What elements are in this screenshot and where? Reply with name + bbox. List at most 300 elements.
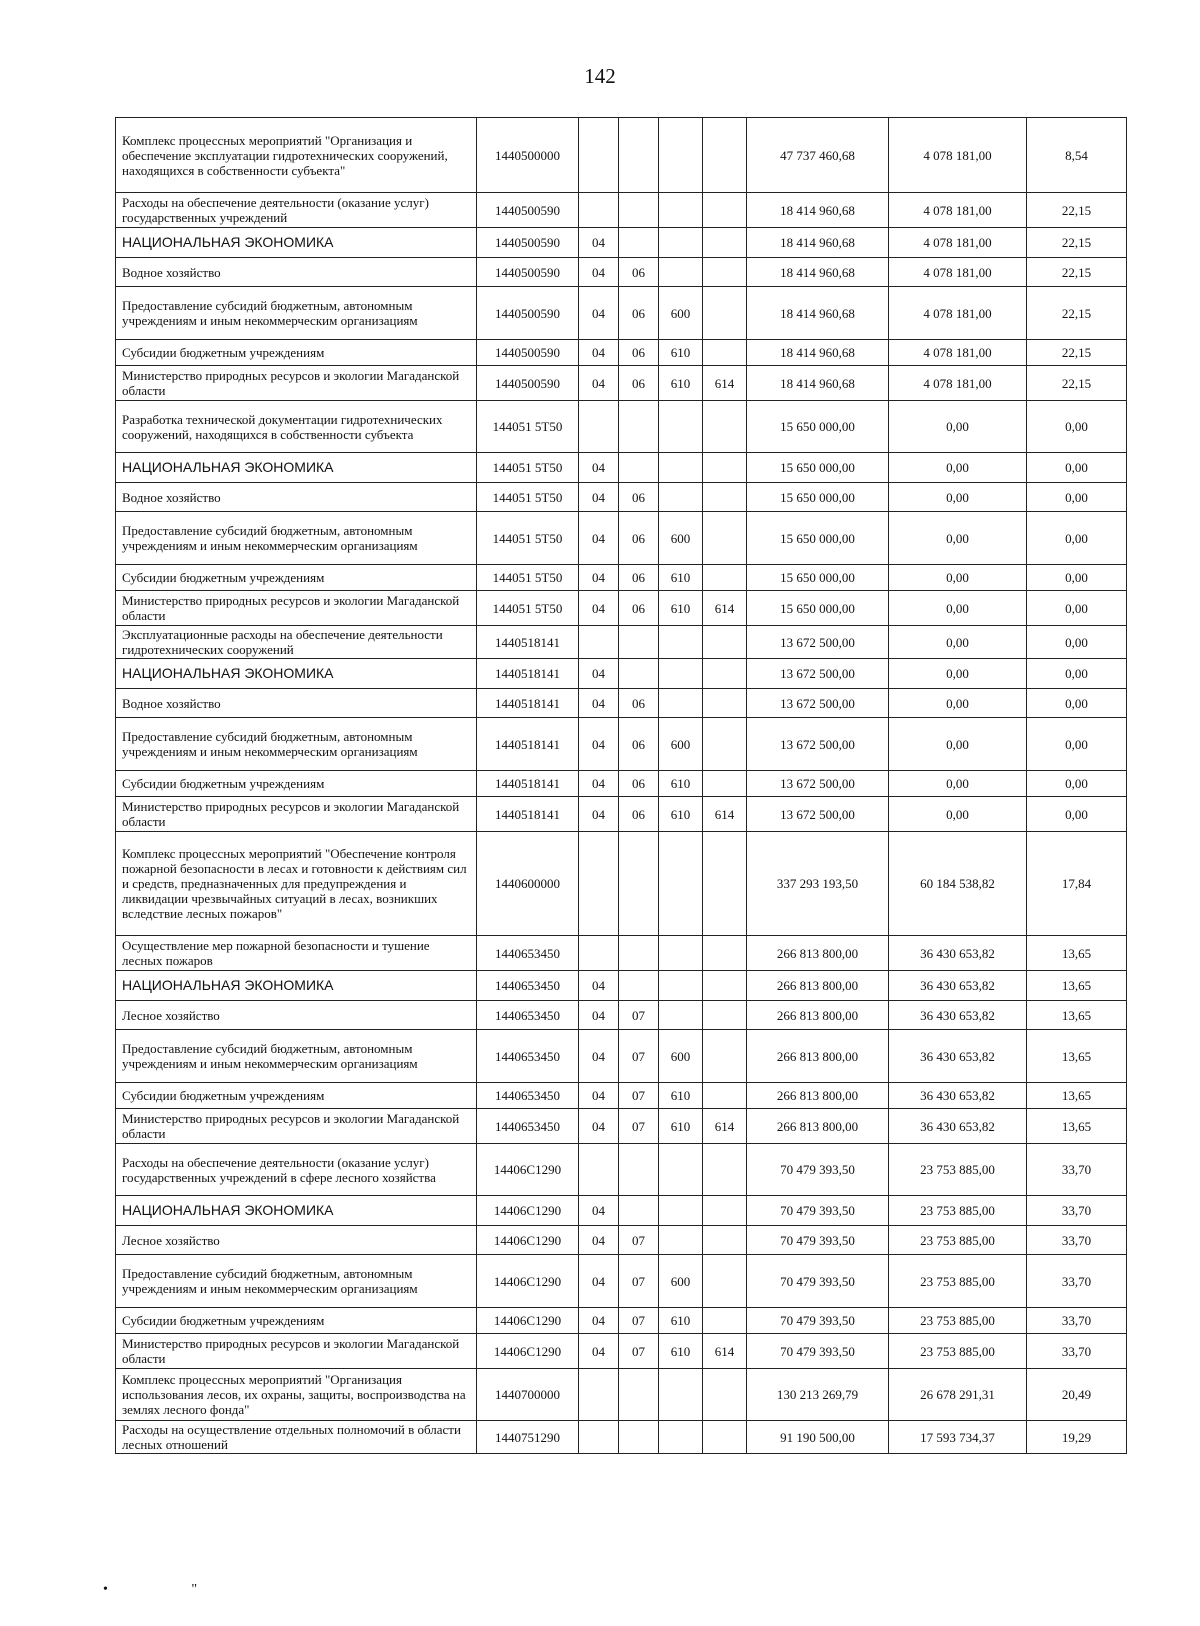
subsection-code — [619, 1421, 659, 1454]
section-code: 04 — [579, 1030, 619, 1083]
row-name: Предоставление субсидий бюджетным, автономным учреждениям и иным некоммерческим организациям — [116, 1255, 477, 1308]
subsection-code — [619, 1196, 659, 1226]
administrator-code — [703, 193, 747, 228]
target-article-code: 1440500590 — [477, 228, 579, 258]
execution-percent: 13,65 — [1027, 1083, 1127, 1109]
section-code: 04 — [579, 1001, 619, 1030]
row-name: Министерство природных ресурсов и экологии Магаданской области — [116, 1109, 477, 1144]
target-article-code: 1440751290 — [477, 1421, 579, 1454]
administrator-code — [703, 1369, 747, 1421]
expense-type-code — [659, 1144, 703, 1196]
table-row — [116, 626, 1127, 659]
table-row — [116, 936, 1127, 971]
administrator-code — [703, 659, 747, 689]
section-code: 04 — [579, 340, 619, 366]
subsection-code — [619, 626, 659, 659]
subsection-code: 06 — [619, 483, 659, 512]
planned-amount: 266 813 800,00 — [747, 1030, 889, 1083]
target-article-code: 14406С1290 — [477, 1334, 579, 1369]
execution-percent: 22,15 — [1027, 366, 1127, 401]
row-name: НАЦИОНАЛЬНАЯ ЭКОНОМИКА — [116, 1196, 477, 1226]
target-article-code: 144051 5Т50 — [477, 483, 579, 512]
target-article-code: 1440518141 — [477, 771, 579, 797]
row-name: НАЦИОНАЛЬНАЯ ЭКОНОМИКА — [116, 453, 477, 483]
expense-type-code: 610 — [659, 1083, 703, 1109]
table-row — [116, 689, 1127, 718]
target-article-code: 144051 5Т50 — [477, 565, 579, 591]
subsection-code: 07 — [619, 1083, 659, 1109]
expense-type-code — [659, 659, 703, 689]
target-article-code: 1440500590 — [477, 366, 579, 401]
expense-type-code: 600 — [659, 287, 703, 340]
row-name: Субсидии бюджетным учреждениям — [116, 1083, 477, 1109]
actual-amount: 23 753 885,00 — [889, 1226, 1027, 1255]
table-row — [116, 483, 1127, 512]
administrator-code — [703, 1421, 747, 1454]
expense-type-code: 610 — [659, 366, 703, 401]
actual-amount: 0,00 — [889, 483, 1027, 512]
actual-amount: 36 430 653,82 — [889, 1109, 1027, 1144]
planned-amount: 337 293 193,50 — [747, 832, 889, 936]
table-body — [116, 118, 1127, 1454]
section-code: 04 — [579, 1308, 619, 1334]
row-name: Министерство природных ресурсов и экологии Магаданской области — [116, 1334, 477, 1369]
row-name: Комплекс процессных мероприятий "Обеспечение контроля пожарной безопасности в лесах и готовности к действиям сил и средств, предназначенных для предупреждения и ликвидации чрезвычайных ситуаций в лесах, возникших вследствие лесных пожаров" — [116, 832, 477, 936]
planned-amount: 13 672 500,00 — [747, 797, 889, 832]
actual-amount: 0,00 — [889, 797, 1027, 832]
expense-type-code — [659, 401, 703, 453]
table-row — [116, 718, 1127, 771]
expense-type-code — [659, 626, 703, 659]
expense-type-code — [659, 832, 703, 936]
actual-amount: 36 430 653,82 — [889, 1030, 1027, 1083]
table-row — [116, 401, 1127, 453]
section-code: 04 — [579, 228, 619, 258]
actual-amount: 0,00 — [889, 689, 1027, 718]
section-code: 04 — [579, 1196, 619, 1226]
administrator-code — [703, 936, 747, 971]
planned-amount: 18 414 960,68 — [747, 340, 889, 366]
actual-amount: 36 430 653,82 — [889, 1083, 1027, 1109]
subsection-code: 07 — [619, 1334, 659, 1369]
subsection-code — [619, 1144, 659, 1196]
section-code: 04 — [579, 718, 619, 771]
execution-percent: 33,70 — [1027, 1196, 1127, 1226]
subsection-code: 06 — [619, 565, 659, 591]
section-code: 04 — [579, 771, 619, 797]
table-row — [116, 1334, 1127, 1369]
row-name: Расходы на осуществление отдельных полномочий в области лесных отношений — [116, 1421, 477, 1454]
section-code: 04 — [579, 366, 619, 401]
expense-type-code: 610 — [659, 1109, 703, 1144]
execution-percent: 0,00 — [1027, 401, 1127, 453]
row-name: Министерство природных ресурсов и экологии Магаданской области — [116, 366, 477, 401]
target-article-code: 14406С1290 — [477, 1255, 579, 1308]
administrator-code — [703, 258, 747, 287]
section-code — [579, 118, 619, 193]
administrator-code — [703, 718, 747, 771]
section-code — [579, 626, 619, 659]
actual-amount: 0,00 — [889, 453, 1027, 483]
section-code: 04 — [579, 1083, 619, 1109]
planned-amount: 70 479 393,50 — [747, 1196, 889, 1226]
target-article-code: 1440653450 — [477, 971, 579, 1001]
table-row — [116, 258, 1127, 287]
subsection-code — [619, 118, 659, 193]
section-code: 04 — [579, 1226, 619, 1255]
administrator-code — [703, 1030, 747, 1083]
target-article-code: 144051 5Т50 — [477, 512, 579, 565]
expense-type-code — [659, 971, 703, 1001]
actual-amount: 4 078 181,00 — [889, 228, 1027, 258]
actual-amount: 4 078 181,00 — [889, 366, 1027, 401]
table-row — [116, 832, 1127, 936]
execution-percent: 0,00 — [1027, 626, 1127, 659]
target-article-code: 1440653450 — [477, 1001, 579, 1030]
section-code: 04 — [579, 1109, 619, 1144]
execution-percent: 33,70 — [1027, 1255, 1127, 1308]
administrator-code — [703, 1196, 747, 1226]
table-row — [116, 771, 1127, 797]
table-row — [116, 193, 1127, 228]
execution-percent: 33,70 — [1027, 1226, 1127, 1255]
row-name: Лесное хозяйство — [116, 1001, 477, 1030]
target-article-code: 1440653450 — [477, 1109, 579, 1144]
target-article-code: 144051 5Т50 — [477, 591, 579, 626]
administrator-code — [703, 118, 747, 193]
administrator-code: 614 — [703, 591, 747, 626]
row-name: Министерство природных ресурсов и экологии Магаданской области — [116, 797, 477, 832]
expense-type-code — [659, 228, 703, 258]
execution-percent: 19,29 — [1027, 1421, 1127, 1454]
target-article-code: 14406С1290 — [477, 1308, 579, 1334]
expense-type-code: 600 — [659, 1030, 703, 1083]
table-row — [116, 340, 1127, 366]
row-name: Субсидии бюджетным учреждениям — [116, 1308, 477, 1334]
target-article-code: 1440700000 — [477, 1369, 579, 1421]
administrator-code — [703, 512, 747, 565]
administrator-code — [703, 771, 747, 797]
planned-amount: 47 737 460,68 — [747, 118, 889, 193]
execution-percent: 0,00 — [1027, 512, 1127, 565]
actual-amount: 23 753 885,00 — [889, 1255, 1027, 1308]
table-row — [116, 797, 1127, 832]
actual-amount: 4 078 181,00 — [889, 258, 1027, 287]
planned-amount: 15 650 000,00 — [747, 453, 889, 483]
target-article-code: 1440518141 — [477, 689, 579, 718]
subsection-code: 07 — [619, 1308, 659, 1334]
subsection-code — [619, 936, 659, 971]
administrator-code — [703, 1083, 747, 1109]
expense-type-code: 600 — [659, 718, 703, 771]
execution-percent: 0,00 — [1027, 659, 1127, 689]
table-row — [116, 1196, 1127, 1226]
section-code — [579, 1421, 619, 1454]
target-article-code: 1440518141 — [477, 659, 579, 689]
administrator-code — [703, 832, 747, 936]
target-article-code: 14406С1290 — [477, 1144, 579, 1196]
table-row — [116, 591, 1127, 626]
section-code — [579, 401, 619, 453]
table-row — [116, 565, 1127, 591]
row-name: Предоставление субсидий бюджетным, автономным учреждениям и иным некоммерческим организациям — [116, 718, 477, 771]
expense-type-code — [659, 936, 703, 971]
administrator-code: 614 — [703, 1334, 747, 1369]
target-article-code: 1440500590 — [477, 193, 579, 228]
table-row — [116, 971, 1127, 1001]
actual-amount: 36 430 653,82 — [889, 971, 1027, 1001]
planned-amount: 70 479 393,50 — [747, 1226, 889, 1255]
actual-amount: 0,00 — [889, 718, 1027, 771]
administrator-code — [703, 1255, 747, 1308]
planned-amount: 18 414 960,68 — [747, 366, 889, 401]
table-row — [116, 1083, 1127, 1109]
subsection-code: 06 — [619, 591, 659, 626]
row-name: Водное хозяйство — [116, 258, 477, 287]
row-name: Водное хозяйство — [116, 483, 477, 512]
actual-amount: 23 753 885,00 — [889, 1334, 1027, 1369]
planned-amount: 18 414 960,68 — [747, 258, 889, 287]
subsection-code: 06 — [619, 366, 659, 401]
budget-table — [115, 117, 1127, 1454]
section-code: 04 — [579, 971, 619, 1001]
row-name: Предоставление субсидий бюджетным, автономным учреждениям и иным некоммерческим организациям — [116, 512, 477, 565]
expense-type-code — [659, 483, 703, 512]
execution-percent: 0,00 — [1027, 718, 1127, 771]
expense-type-code — [659, 193, 703, 228]
execution-percent: 13,65 — [1027, 971, 1127, 1001]
row-name: Комплекс процессных мероприятий "Организация и обеспечение эксплуатации гидротехнических сооружений, находящихся в собственности субъекта" — [116, 118, 477, 193]
execution-percent: 33,70 — [1027, 1334, 1127, 1369]
target-article-code: 1440518141 — [477, 718, 579, 771]
expense-type-code — [659, 453, 703, 483]
execution-percent: 13,65 — [1027, 936, 1127, 971]
administrator-code — [703, 626, 747, 659]
subsection-code: 06 — [619, 340, 659, 366]
row-name: Разработка технической документации гидротехнических сооружений, находящихся в собственности субъекта — [116, 401, 477, 453]
planned-amount: 15 650 000,00 — [747, 591, 889, 626]
planned-amount: 130 213 269,79 — [747, 1369, 889, 1421]
planned-amount: 70 479 393,50 — [747, 1308, 889, 1334]
actual-amount: 60 184 538,82 — [889, 832, 1027, 936]
execution-percent: 0,00 — [1027, 771, 1127, 797]
execution-percent: 17,84 — [1027, 832, 1127, 936]
section-code — [579, 832, 619, 936]
row-name: Комплекс процессных мероприятий "Организация использования лесов, их охраны, защиты, воспроизводства на землях лесного фонда" — [116, 1369, 477, 1421]
actual-amount: 0,00 — [889, 626, 1027, 659]
planned-amount: 70 479 393,50 — [747, 1144, 889, 1196]
section-code — [579, 193, 619, 228]
execution-percent: 0,00 — [1027, 591, 1127, 626]
target-article-code: 1440600000 — [477, 832, 579, 936]
planned-amount: 13 672 500,00 — [747, 771, 889, 797]
planned-amount: 15 650 000,00 — [747, 512, 889, 565]
table-row — [116, 659, 1127, 689]
administrator-code — [703, 1001, 747, 1030]
row-name: НАЦИОНАЛЬНАЯ ЭКОНОМИКА — [116, 971, 477, 1001]
administrator-code — [703, 1144, 747, 1196]
execution-percent: 13,65 — [1027, 1001, 1127, 1030]
row-name: Осуществление мер пожарной безопасности и тушение лесных пожаров — [116, 936, 477, 971]
actual-amount: 17 593 734,37 — [889, 1421, 1027, 1454]
section-code: 04 — [579, 453, 619, 483]
actual-amount: 0,00 — [889, 401, 1027, 453]
subsection-code: 06 — [619, 689, 659, 718]
subsection-code: 06 — [619, 287, 659, 340]
execution-percent: 0,00 — [1027, 453, 1127, 483]
section-code: 04 — [579, 483, 619, 512]
planned-amount: 13 672 500,00 — [747, 626, 889, 659]
section-code: 04 — [579, 258, 619, 287]
actual-amount: 36 430 653,82 — [889, 1001, 1027, 1030]
planned-amount: 266 813 800,00 — [747, 1001, 889, 1030]
actual-amount: 4 078 181,00 — [889, 118, 1027, 193]
row-name: Предоставление субсидий бюджетным, автономным учреждениям и иным некоммерческим организациям — [116, 1030, 477, 1083]
administrator-code — [703, 1308, 747, 1334]
row-name: Эксплуатационные расходы на обеспечение деятельности гидротехнических сооружений — [116, 626, 477, 659]
administrator-code — [703, 689, 747, 718]
planned-amount: 70 479 393,50 — [747, 1255, 889, 1308]
target-article-code: 14406С1290 — [477, 1196, 579, 1226]
subsection-code — [619, 1369, 659, 1421]
row-name: Субсидии бюджетным учреждениям — [116, 340, 477, 366]
expense-type-code: 610 — [659, 1334, 703, 1369]
expense-type-code: 610 — [659, 1308, 703, 1334]
administrator-code — [703, 340, 747, 366]
table-row — [116, 1001, 1127, 1030]
target-article-code: 1440518141 — [477, 797, 579, 832]
expense-type-code: 610 — [659, 797, 703, 832]
actual-amount: 0,00 — [889, 771, 1027, 797]
administrator-code — [703, 228, 747, 258]
subsection-code — [619, 228, 659, 258]
expense-type-code: 600 — [659, 1255, 703, 1308]
section-code — [579, 1144, 619, 1196]
subsection-code: 07 — [619, 1030, 659, 1083]
actual-amount: 36 430 653,82 — [889, 936, 1027, 971]
execution-percent: 33,70 — [1027, 1308, 1127, 1334]
row-name: Лесное хозяйство — [116, 1226, 477, 1255]
target-article-code: 1440500590 — [477, 340, 579, 366]
section-code: 04 — [579, 689, 619, 718]
row-name: Субсидии бюджетным учреждениям — [116, 565, 477, 591]
subsection-code — [619, 401, 659, 453]
actual-amount: 0,00 — [889, 591, 1027, 626]
execution-percent: 22,15 — [1027, 258, 1127, 287]
subsection-code: 07 — [619, 1001, 659, 1030]
table-row — [116, 1308, 1127, 1334]
expense-type-code: 610 — [659, 591, 703, 626]
planned-amount: 18 414 960,68 — [747, 193, 889, 228]
administrator-code — [703, 565, 747, 591]
administrator-code: 614 — [703, 366, 747, 401]
target-article-code: 144051 5Т50 — [477, 453, 579, 483]
administrator-code — [703, 401, 747, 453]
subsection-code: 06 — [619, 258, 659, 287]
target-article-code: 1440518141 — [477, 626, 579, 659]
planned-amount: 13 672 500,00 — [747, 718, 889, 771]
target-article-code: 1440653450 — [477, 936, 579, 971]
planned-amount: 266 813 800,00 — [747, 936, 889, 971]
planned-amount: 91 190 500,00 — [747, 1421, 889, 1454]
actual-amount: 23 753 885,00 — [889, 1196, 1027, 1226]
target-article-code: 1440653450 — [477, 1083, 579, 1109]
table-row — [116, 228, 1127, 258]
actual-amount: 4 078 181,00 — [889, 193, 1027, 228]
actual-amount: 26 678 291,31 — [889, 1369, 1027, 1421]
expense-type-code: 610 — [659, 565, 703, 591]
administrator-code — [703, 287, 747, 340]
expense-type-code — [659, 1001, 703, 1030]
administrator-code: 614 — [703, 1109, 747, 1144]
target-article-code: 1440500000 — [477, 118, 579, 193]
actual-amount: 0,00 — [889, 565, 1027, 591]
expense-type-code — [659, 1226, 703, 1255]
subsection-code — [619, 659, 659, 689]
execution-percent: 20,49 — [1027, 1369, 1127, 1421]
subsection-code: 06 — [619, 718, 659, 771]
actual-amount: 0,00 — [889, 659, 1027, 689]
expense-type-code — [659, 689, 703, 718]
table-row — [116, 1421, 1127, 1454]
row-name: Субсидии бюджетным учреждениям — [116, 771, 477, 797]
page-number: 142 — [584, 64, 616, 88]
planned-amount: 18 414 960,68 — [747, 228, 889, 258]
row-name: Расходы на обеспечение деятельности (оказание услуг) государственных учреждений — [116, 193, 477, 228]
section-code: 04 — [579, 287, 619, 340]
actual-amount: 0,00 — [889, 512, 1027, 565]
section-code: 04 — [579, 659, 619, 689]
execution-percent: 0,00 — [1027, 689, 1127, 718]
planned-amount: 18 414 960,68 — [747, 287, 889, 340]
actual-amount: 23 753 885,00 — [889, 1144, 1027, 1196]
planned-amount: 266 813 800,00 — [747, 971, 889, 1001]
subsection-code: 07 — [619, 1226, 659, 1255]
target-article-code: 1440500590 — [477, 258, 579, 287]
expense-type-code: 610 — [659, 340, 703, 366]
section-code: 04 — [579, 512, 619, 565]
execution-percent: 0,00 — [1027, 797, 1127, 832]
row-name: Предоставление субсидий бюджетным, автономным учреждениям и иным некоммерческим организациям — [116, 287, 477, 340]
administrator-code — [703, 1226, 747, 1255]
execution-percent: 0,00 — [1027, 483, 1127, 512]
section-code: 04 — [579, 591, 619, 626]
expense-type-code: 600 — [659, 512, 703, 565]
row-name: Водное хозяйство — [116, 689, 477, 718]
planned-amount: 13 672 500,00 — [747, 659, 889, 689]
execution-percent: 13,65 — [1027, 1109, 1127, 1144]
subsection-code — [619, 193, 659, 228]
expense-type-code — [659, 118, 703, 193]
administrator-code: 614 — [703, 797, 747, 832]
table-row — [116, 1144, 1127, 1196]
target-article-code: 14406С1290 — [477, 1226, 579, 1255]
target-article-code: 1440500590 — [477, 287, 579, 340]
table-row — [116, 512, 1127, 565]
section-code: 04 — [579, 1255, 619, 1308]
table-row — [116, 287, 1127, 340]
target-article-code: 144051 5Т50 — [477, 401, 579, 453]
subsection-code: 07 — [619, 1109, 659, 1144]
section-code — [579, 936, 619, 971]
subsection-code — [619, 971, 659, 1001]
table-row — [116, 1255, 1127, 1308]
subsection-code — [619, 832, 659, 936]
actual-amount: 23 753 885,00 — [889, 1308, 1027, 1334]
expense-type-code — [659, 258, 703, 287]
row-name: Расходы на обеспечение деятельности (оказание услуг) государственных учреждений в сфере лесного хозяйства — [116, 1144, 477, 1196]
subsection-code: 06 — [619, 797, 659, 832]
